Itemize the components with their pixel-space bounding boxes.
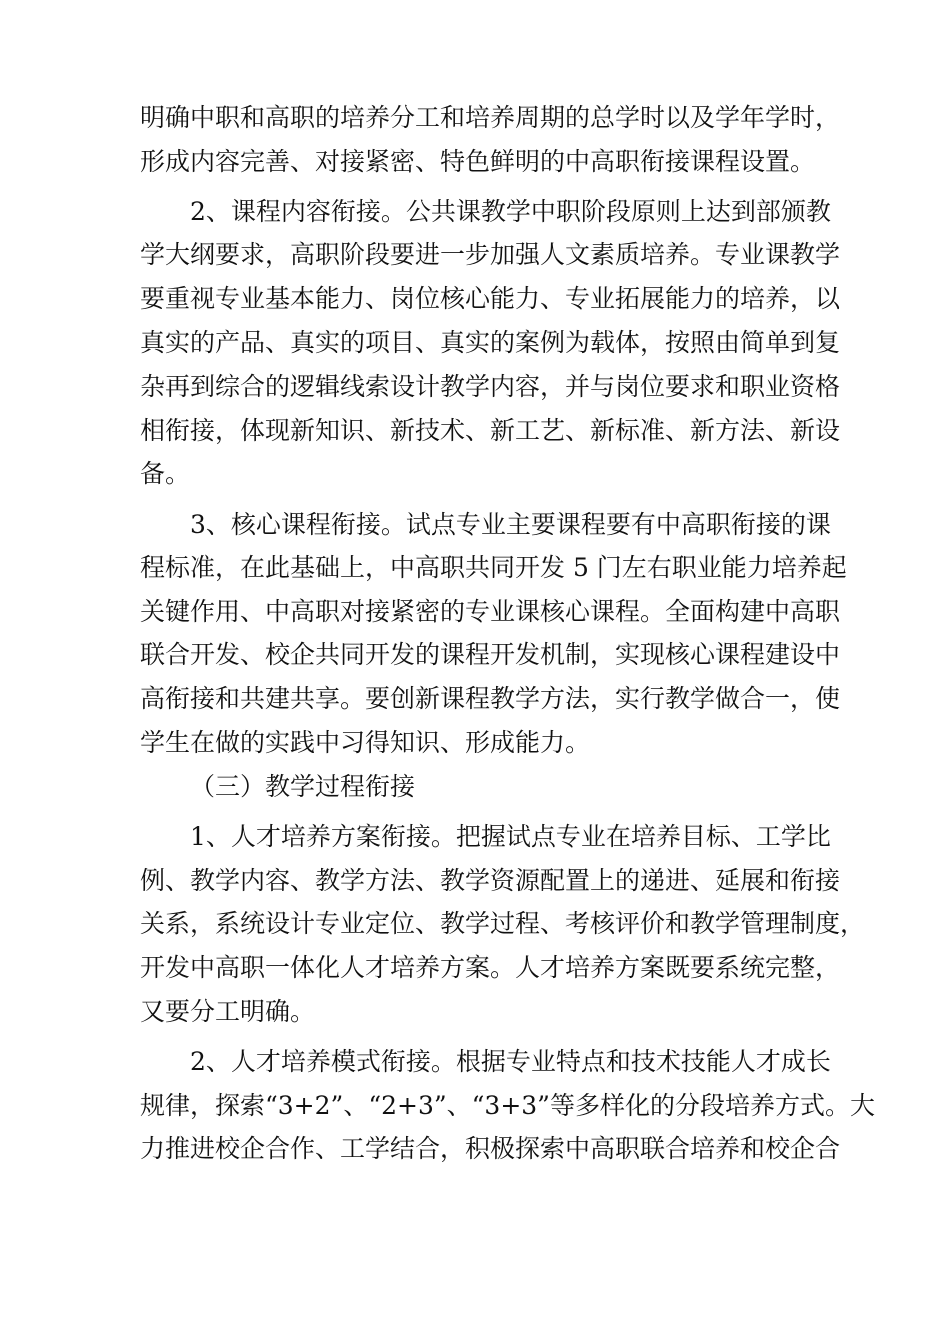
text-line-24: 力推进校企合作、工学结合，积极探索中高职联合培养和校企合 <box>140 1134 841 1163</box>
text-line-5: 要重视专业基本能力、岗位核心能力、专业拓展能力的培养，以 <box>140 284 841 313</box>
text-line-3: 2、课程内容衔接。公共课教学中职阶段原则上达到部颁教 <box>190 197 831 226</box>
text-line-10: 3、核心课程衔接。试点专业主要课程要有中高职衔接的课 <box>190 510 831 539</box>
text-line-7: 杂再到综合的逻辑线索设计教学内容，并与岗位要求和职业资格 <box>140 372 841 401</box>
text-line-17: 1、人才培养方案衔接。把握试点专业在培养目标、工学比 <box>190 822 831 851</box>
text-line-20: 开发中高职一体化人才培养方案。人才培养方案既要系统完整， <box>140 953 841 982</box>
text-line-12: 关键作用、中高职对接紧密的专业课核心课程。全面构建中高职 <box>140 597 841 626</box>
text-line-1: 明确中职和高职的培养分工和培养周期的总学时以及学年学时， <box>140 103 841 132</box>
text-line-21: 又要分工明确。 <box>140 997 316 1026</box>
text-line-13: 联合开发、校企共同开发的课程开发机制，实现核心课程建设中 <box>140 640 841 669</box>
text-line-2: 形成内容完善、对接紧密、特色鲜明的中高职衔接课程设置。 <box>140 147 816 176</box>
text-line-9: 备。 <box>140 459 191 488</box>
section-heading: （三）教学过程衔接 <box>190 772 416 801</box>
text-line-14: 高衔接和共建共享。要创新课程教学方法，实行教学做合一，使 <box>140 684 841 713</box>
text-line-15: 学生在做的实践中习得知识、形成能力。 <box>140 728 591 757</box>
text-line-18: 例、教学内容、教学方法、教学资源配置上的递进、延展和衔接 <box>140 866 841 895</box>
text-line-11: 程标准，在此基础上，中高职共同开发 5 门左右职业能力培养起 <box>140 553 847 582</box>
text-line-23: 规律，探索“3+2”、“2+3”、“3+3”等多样化的分段培养方式。大 <box>140 1091 875 1120</box>
text-line-22: 2、人才培养模式衔接。根据专业特点和技术技能人才成长 <box>190 1047 831 1076</box>
text-line-8: 相衔接，体现新知识、新技术、新工艺、新标准、新方法、新设 <box>140 416 841 445</box>
text-line-6: 真实的产品、真实的项目、真实的案例为载体，按照由简单到复 <box>140 328 841 357</box>
text-line-4: 学大纲要求，高职阶段要进一步加强人文素质培养。专业课教学 <box>140 240 841 269</box>
text-line-19: 关系，系统设计专业定位、教学过程、考核评价和教学管理制度， <box>140 909 866 938</box>
